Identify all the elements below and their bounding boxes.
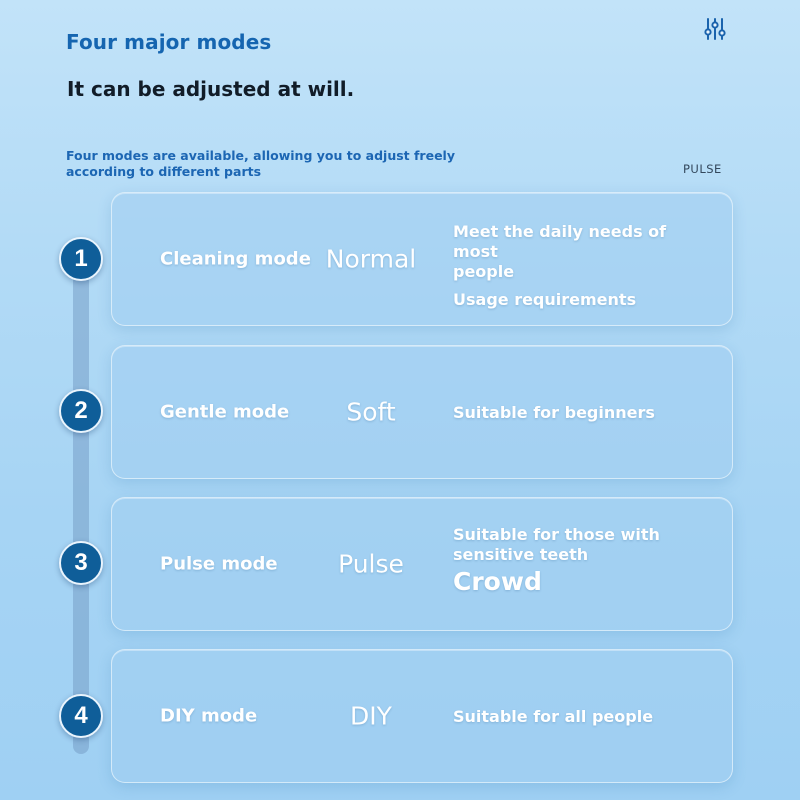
mode-description [453, 222, 713, 310]
mode-intensity: DIY [350, 701, 392, 731]
mode-intensity: Normal [325, 244, 417, 274]
mode-intensity: Pulse [338, 549, 404, 579]
corner-label: PULSE [683, 162, 722, 176]
intro-text [66, 148, 466, 180]
desc-line: sensitive teeth [453, 545, 589, 564]
step-badge-4: 4 [59, 694, 103, 738]
mode-name: DIY mode [160, 705, 258, 727]
desc-line: Suitable for those with [453, 525, 660, 544]
intro-line-1: Four modes are available, allowing you to adjust freely [66, 148, 455, 163]
step-badge-2: 2 [59, 389, 103, 433]
page-title: Four major modes [66, 30, 272, 54]
mode-name: Cleaning mode [160, 248, 311, 270]
mode-description [453, 403, 713, 423]
desc-line: people [453, 262, 515, 281]
mode-name: Pulse mode [160, 553, 278, 575]
main-heading: It can be adjusted at will. [67, 77, 355, 101]
desc-line: Meet the daily needs of most [453, 222, 667, 261]
mode-card-gentle[interactable] [111, 345, 733, 479]
mode-card-cleaning[interactable] [111, 192, 733, 326]
desc-line: Suitable for all people [453, 707, 654, 726]
desc-line: Usage requirements [453, 290, 637, 309]
desc-emphasis: Crowd [453, 567, 542, 596]
sliders-icon[interactable] [702, 16, 728, 42]
mode-card-diy[interactable] [111, 649, 733, 783]
mode-description [453, 707, 713, 727]
mode-name: Gentle mode [160, 401, 290, 423]
intro-line-2: according to different parts [66, 164, 262, 179]
mode-description [453, 525, 713, 597]
mode-intensity: Soft [346, 397, 396, 427]
step-badge-1: 1 [59, 237, 103, 281]
mode-card-pulse[interactable] [111, 497, 733, 631]
desc-line: Suitable for beginners [453, 403, 655, 422]
timeline-line [73, 260, 89, 754]
step-badge-3: 3 [59, 541, 103, 585]
